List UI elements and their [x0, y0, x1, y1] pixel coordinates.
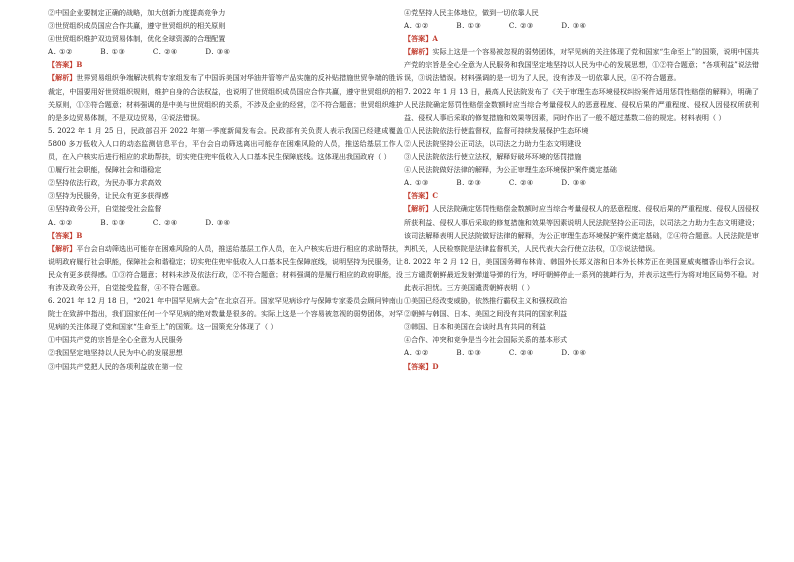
question-text: ②朝鲜与韩国、日本、美国之间没有共同的国家利益 — [404, 309, 568, 319]
question-text: 8. 2022 年 2 月 12 日，美国国务卿布林肯、韩国外长郑义溶和日本外长林芳正在美国夏威夷檀香山举行会议。三方谴责朝鲜最近发射弹道导弹的行为，呼吁朝鲜停止一系列的挑衅行为，并表示这些行为将对地区局势不稳。对此表示担忧。三方美国谴责朝鲜表明（ ） — [404, 256, 759, 292]
answer-label: 【答案】 — [48, 230, 77, 240]
answer-options: A. ①② B. ①③ C. ②④ D. ③④ — [404, 348, 587, 358]
question-text: ③韩国、日本和美国在会谈时具有共同的利益 — [404, 322, 546, 332]
explanation-text: 实际上这是一个容易被忽视的弱势团体，对罕见病的关注体现了党和国家“生命至上”的国策，说明中国共产党的宗旨是全心全意为人民服务和我国坚定地坚持以人民为中心的发展思想，①②符合题意；“各项利益”说法错误，③说法错误。材料强调的是一切为了人民，没有涉及一切依靠人民，④不符合题意。 — [404, 47, 760, 83]
answer-line — [48, 58, 403, 71]
question-text: ③坚持为民服务，让民众有更多获得感 — [48, 191, 169, 201]
question-text: ④党坚持人民主体地位，做到一切依靠人民 — [404, 8, 539, 17]
answer-value: C — [432, 191, 439, 201]
answer-options: A. ①② B. ①③ C. ②④ D. ③④ — [48, 217, 231, 227]
question-text: 5. 2022 年 1 月 25 日，民政部召开 2022 年第一季度新闻发布会。民政部有关负责人表示我国已经建成覆盖 5800 多万低收入人口的动态监测信息平台，平台会自动筛选离出可能存在困难风险的人员，推送给基层工作人员，在入户核实后进行相应的求助帮扶，切实兜住兜牢低收入人口基本民生保障底线。这体现出我国政府（ ） — [48, 125, 403, 162]
explanation-text: 人民法院确定惩罚性赔偿金数额时应当综合考量侵权人的恶意程度、侵权后果的严重程度、侵权人因侵权所获利益、侵权人事后采取的修复措施和效果等因素说明人民法院坚持公正司法，以司法之力助力生态文明建设；该司法解释表明人民法院做好法律的解释，为公正审理生态环境保护案件奠定基础，②④符合题意。人民法院是审判机关，人民检察院是法律监督机关，人民代表大会行使立法权，①③说法错误。 — [404, 204, 760, 253]
answer-options: A. ①③ B. ②③ C. ②④ D. ③④ — [404, 178, 587, 188]
explanation-paragraph — [48, 242, 403, 294]
question-text: ①履行社会职能，保障社会和谐稳定 — [48, 165, 162, 175]
question-text: ④合作、冲突和竞争是当今社会国际关系的基本形式 — [404, 335, 568, 345]
answer-line — [404, 189, 759, 202]
question-text: ①美国已经改变威胁，依然推行霸权主义和强权政治 — [404, 296, 568, 306]
question-text: ②我国坚定地坚持以人民为中心的发展思想 — [48, 348, 183, 358]
explanation-text: 世界贸易组织争端解决机构专家组发布了中国诉美国对华油井管等产品实施的反补贴措施世贸争端的胜诉裁定，中国要用好世贸组织规则，维护自身的合法权益，也说明了世贸组织成员国应合作共赢，遵守世贸组织的相关原则，①③符合题意；材料强调的是中美与世贸组织的关系，不涉及企业的经营，②不符合题意；世贸组织维护的是多边贸易体制，不是双边贸易，④说法错误。 — [48, 73, 404, 122]
answer-value: A — [432, 34, 438, 44]
answer-label: 【答案】 — [48, 60, 77, 70]
answer-value: B — [76, 60, 83, 70]
question-text: ②中国企业要制定正确的战略，加大创新力度提高竞争力 — [48, 8, 226, 17]
explanation-label: 【解析】 — [404, 47, 433, 57]
question-text: 6. 2021 年 12 月 18 日，“2021 年中国罕见病大会”在北京召开。国家罕见病诊疗与保障专家委员会顾问钟南山院士在致辞中指出，我们国家任何一个罕见病的绝对数量是很多的。实际上这是一个容易被忽视的弱势团体，对罕见病的关注体现了党和国家“生命至上”的国策。这一国策充分体现了（ ） — [48, 296, 403, 332]
question-text: ④世贸组织维护双边贸易体制，优化全球资源的合理配置 — [48, 34, 226, 44]
explanation-label: 【解析】 — [48, 243, 77, 253]
question-text: ③人民法院依法行使立法权，解释好破坏环境的惩罚措施 — [404, 152, 582, 162]
answer-options: A. ①② B. ①③ C. ②④ D. ③④ — [48, 47, 231, 57]
answer-line — [404, 32, 759, 45]
answer-label: 【答案】 — [404, 361, 433, 371]
answer-value: B — [76, 230, 83, 240]
answer-label: 【答案】 — [404, 191, 433, 201]
explanation-label: 【解析】 — [404, 204, 433, 214]
question-text: ②坚持依法行政，为民办事力求高效 — [48, 178, 162, 188]
question-text: 7. 2022 年 1 月 13 日，最高人民法院发布了《关于审理生态环境侵权纠纷案件适用惩罚性赔偿的解释》，明确了人民法院确定惩罚性赔偿金数额时应当综合考量侵权人的恶意程度、侵权后果的严重程度、侵权人因侵权所获利益、侵权人事后采取的修复措施和效果等因素，同时作出了一般不超过基数二倍的规定。材料表明（ ） — [404, 86, 759, 122]
explanation-paragraph — [404, 202, 759, 254]
answer-line — [404, 360, 759, 373]
left-column — [48, 6, 403, 373]
explanation-paragraph — [404, 45, 759, 84]
explanation-text: 平台会自动筛选出可能存在困难风险的人员，推送给基层工作人员，在入户核实后进行相应的求助帮扶，说明政府履行社会职能，保障社会和谐稳定；切实兜住兜牢低收入人口基本民生保障底线，说明坚持为民服务，让民众有更多获得感。①③符合题意；材料未涉及依法行政，②不符合题意；材料强调的是履行相应的政府职能，没有涉及政务公开，自觉接受监督，④不符合题意。 — [48, 243, 404, 292]
question-text: ①中国共产党的宗旨是全心全意为人民服务 — [48, 335, 183, 345]
answer-options: A. ①② B. ①③ C. ②③ D. ③④ — [404, 21, 587, 31]
question-text: ④人民法院做好法律的解释，为公正审理生态环境保护案件奠定基础 — [404, 165, 617, 175]
question-text: ④坚持政务公开，自觉接受社会监督 — [48, 204, 162, 214]
question-text: ①人民法院依法行使监督权，监督可持续发展保护生态环境 — [404, 125, 589, 135]
question-text: ③中国共产党把人民的各项利益放在第一位 — [48, 361, 183, 371]
right-column — [404, 6, 759, 373]
answer-value: D — [432, 361, 439, 371]
question-text: ②人民法院坚持公正司法，以司法之力助力生态文明建设 — [404, 138, 582, 148]
question-text: ③世贸组织成员国应合作共赢，遵守世贸组织的相关原则 — [48, 21, 226, 31]
answer-label: 【答案】 — [404, 34, 433, 44]
answer-line — [48, 229, 403, 242]
explanation-paragraph — [48, 71, 403, 123]
explanation-label: 【解析】 — [48, 73, 77, 83]
